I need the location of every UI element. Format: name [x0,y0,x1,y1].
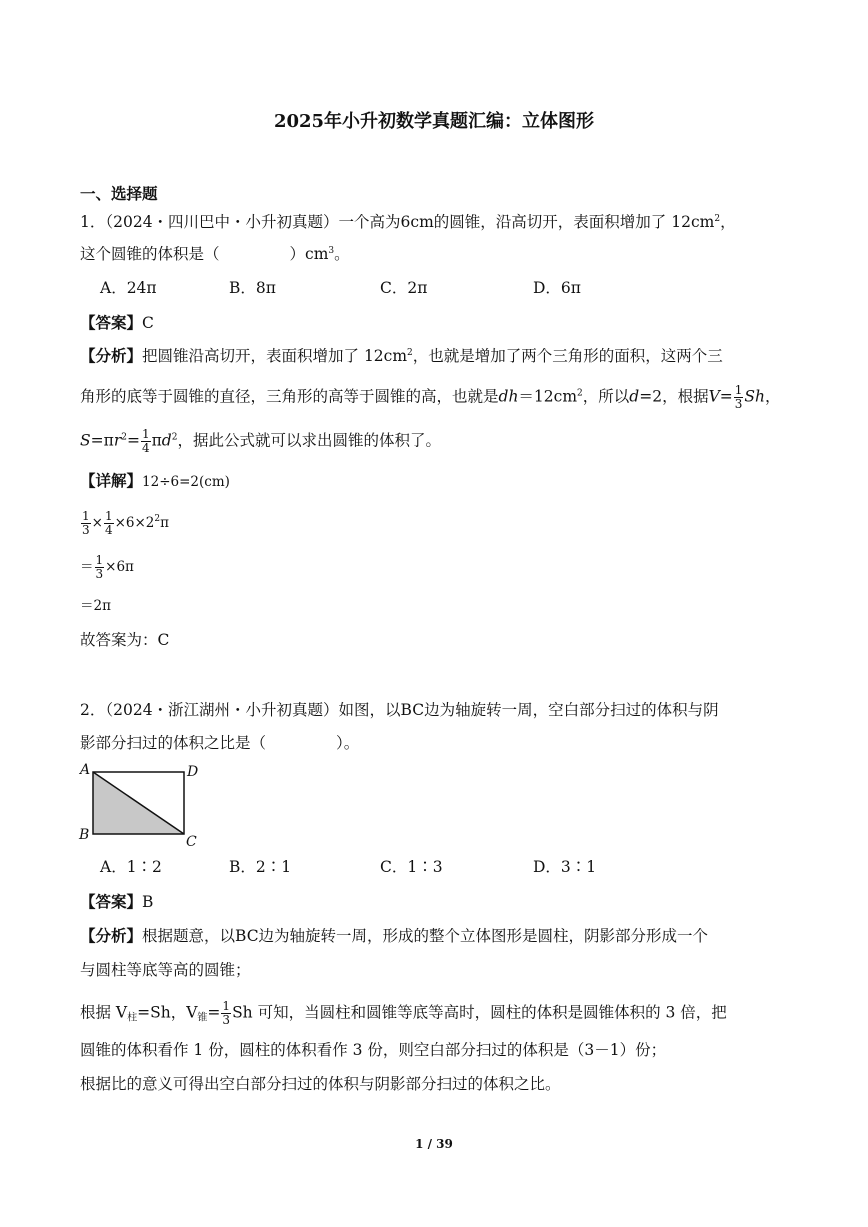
q1-analysis-text-2c: ＝12cm [518,387,578,406]
q1-detail-calc: 12÷6=2(cm) [142,474,230,490]
q1-option-c[interactable]: C．2π [380,279,428,297]
step2-product: ×6π [105,559,134,575]
q2-sub-zhui: 锥 [197,1012,208,1024]
step1-sup: 2 [154,514,161,524]
q2-analysis-text-1: 根据题意，以BC边为轴旋转一周，形成的整个立体图形是圆柱，阴影部分形成一个 [142,927,709,945]
step2-eq: ＝ [80,559,94,575]
page-number: 1 / 39 [415,1137,453,1151]
q1-d-var-2: d [161,431,172,450]
q1-analysis-sup: 2 [407,348,413,358]
fraction-one-third-step2: $\frac{1}{3}$ [95,553,104,581]
q1-v-var: V [708,387,720,406]
q1-stem-text-b1: 这个圆锥的体积是（ [80,245,220,263]
q2-stem-line1: 2．（2024・浙江湖州・小升初真题）如图，以BC边为轴旋转一周，空白部分扫过的体积与阴 [80,701,719,719]
q1-d-var: d [629,387,640,406]
q1-stem-end-a: ， [720,213,736,231]
q1-r-sup: 2 [121,432,127,443]
q1-stem-line2 [80,244,350,264]
q1-analysis-sup-2: 2 [577,388,583,399]
step1-pi: π [160,515,170,531]
q2-sub-zhu: 柱 [127,1012,138,1024]
q1-stem-line1 [80,212,736,232]
q1-s-var: S [80,431,91,450]
document-title: 2025年小升初数学真题汇编：立体图形 [273,111,595,132]
section-heading: 一、选择题 [80,184,158,203]
q2-option-c[interactable]: C．1∶3 [380,858,443,876]
q1-analysis-text-3g: ，据此公式就可以求出圆锥的体积了。 [177,431,441,450]
rectangle-figure [76,760,206,850]
q1-analysis-text-2f: =2，根据 [639,387,709,406]
q1-option-b[interactable]: B．8π [229,279,276,297]
q2-analysis-line1 [80,926,708,946]
q1-r-var: r [113,431,122,450]
fraction-one-third-step: $\frac{1}{3}$ [82,509,90,537]
q2-answer-tag: 【答案】 [80,892,143,911]
fraction-one-quarter: $\frac{1}{4}$ [141,427,150,455]
q1-option-d[interactable]: D．6π [533,279,581,297]
q2-text-3c: =Sh，V [137,1003,198,1022]
q1-eq-2: = [126,431,140,450]
q1-answer-line [80,313,154,333]
q2-stem-text-b2: ）。 [336,734,360,752]
q1-eq-pi: =π [90,431,114,450]
q1-sup-3: 3 [328,246,335,256]
q1-eq: = [719,387,733,406]
fraction-one-quarter-step: $\frac{1}{4}$ [104,509,113,537]
q2-stem-text-b1: 影部分扫过的体积之比是（ [80,734,267,752]
label-a: A [80,762,91,778]
q2-text-3e: = [207,1003,221,1022]
q1-step-3: ＝2π [80,598,111,614]
q1-analysis-text-1a: 把圆锥沿高切开，表面积增加了 12cm [142,347,408,365]
q2-text-3f: Sh 可知，当圆柱和圆锥等底等高时，圆柱的体积是圆锥体积的 3 倍，把 [232,1003,727,1022]
fraction-one-third: $\frac{1}{3}$ [734,383,743,411]
q1-answer-value: C [142,314,154,332]
q1-analysis-tag: 【分析】 [80,346,143,365]
q2-text-3a: 根据 V [80,1003,128,1022]
times-sign: × [91,515,103,531]
q2-analysis-tag: 【分析】 [80,926,143,945]
q2-analysis-line4: 圆锥的体积看作 1 份，圆柱的体积看作 3 份，则空白部分扫过的体积是（3－1）份； [80,1041,667,1059]
q1-step-1 [80,510,169,537]
q1-stem-text-a: 1．（2024・四川巴中・小升初真题）一个高为6cm的圆锥，沿高切开，表面积增加了 12cm [80,213,715,231]
q1-detail-tag: 【详解】 [80,471,143,490]
q1-analysis-text-1b: ，也就是增加了两个三角形的面积，这两个三 [412,347,723,365]
q2-analysis-line3 [80,1000,727,1027]
q2-analysis-line5: 根据比的意义可得出空白部分扫过的体积与阴影部分扫过的体积之比。 [80,1075,561,1093]
q2-stem-line2 [80,733,359,753]
q1-analysis-text-2j: ， [765,387,781,406]
q1-analysis-line3 [80,428,441,455]
step1-product: ×6×2 [114,515,155,531]
label-c: C [186,834,197,850]
q1-analysis-line2 [80,384,781,411]
q2-option-b[interactable]: B．2∶1 [229,858,292,876]
q1-analysis-line1 [80,346,723,366]
q1-conclusion: 故答案为：C [80,631,170,649]
q1-answer-tag: 【答案】 [80,313,143,332]
q2-answer-value: B [142,893,154,911]
q1-d-sup: 2 [171,432,178,443]
q2-analysis-line2: 与圆柱等底等高的圆锥； [80,961,251,979]
q1-sh-var: Sh [744,387,766,406]
q1-stem-end-b: 。 [334,245,350,263]
label-d: D [187,764,199,780]
q2-option-d[interactable]: D．3∶1 [533,858,597,876]
q1-analysis-text-2a: 角形的底等于圆锥的直径，三角形的高等于圆锥的高，也就是 [80,387,499,406]
q2-answer-line [80,892,153,912]
q1-option-a[interactable]: A．24π [100,279,157,297]
q1-detail-line [80,471,230,492]
fraction-one-third-q2: $\frac{1}{3}$ [222,999,231,1027]
q1-analysis-text-2d: ，所以 [582,387,630,406]
label-b: B [79,827,90,843]
q2-option-a[interactable]: A．1∶2 [100,858,162,876]
q1-stem-text-b2: ）cm [289,245,329,263]
q1-pi: π [151,431,162,450]
q1-sup-2: 2 [714,214,721,224]
q1-step-2 [80,554,134,581]
q1-dh: dh [498,387,519,406]
